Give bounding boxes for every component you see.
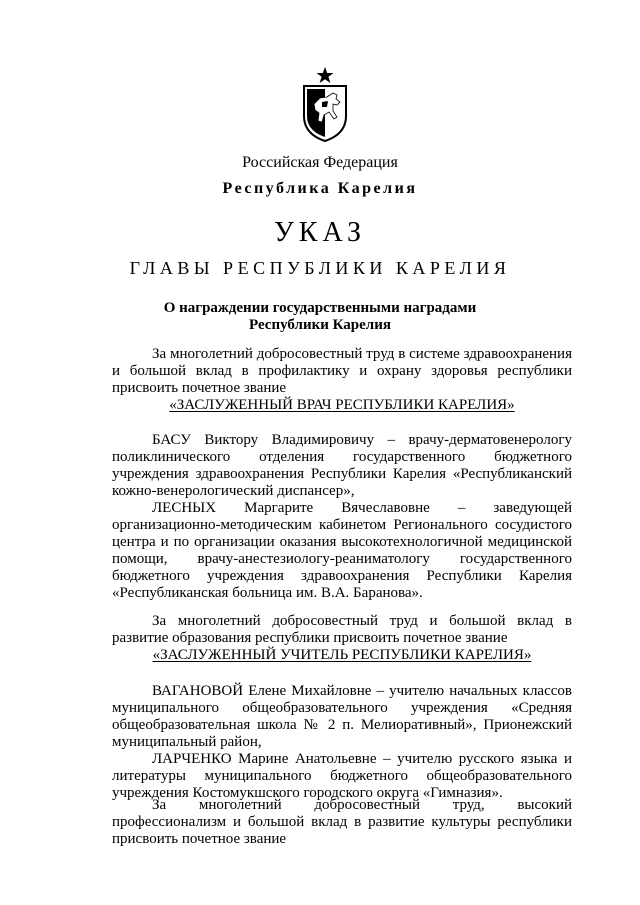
doctor-awardees <box>112 432 572 602</box>
document-type: УКАЗ <box>273 217 367 248</box>
subject-line-1: О награждении государственными наградами <box>163 300 477 316</box>
section-teacher <box>112 613 572 664</box>
karelia-coat-of-arms-icon <box>300 66 350 142</box>
section-intro: За многолетний добросовестный труд в системе здравоохранения и большой вклад в профилактику и охрану здоровья республики присвоить почетное звание <box>112 346 572 396</box>
issuer-title: ГЛАВЫ РЕСПУБЛИКИ КАРЕЛИЯ <box>129 258 511 278</box>
honorary-title-text: «ЗАСЛУЖЕННЫЙ ВРАЧ РЕСПУБЛИКИ КАРЕЛИЯ» <box>169 397 515 413</box>
honorary-title <box>112 397 572 414</box>
awardee-entry: ВАГАНОВОЙ Елене Михайловне – учителю начальных классов муниципального общеобразовательного учреждения «Средняя общеобразовательная школа № 2 п. Мелиоративный», Прионежский муниципальный район, <box>112 683 572 750</box>
republic-name: Республика Карелия <box>222 180 418 197</box>
honorary-title <box>112 647 572 664</box>
honorary-title-text: «ЗАСЛУЖЕННЫЙ УЧИТЕЛЬ РЕСПУБЛИКИ КАРЕЛИЯ» <box>152 647 532 663</box>
section-intro: За многолетний добросовестный труд и большой вклад в развитие образования республики присвоить почетное звание <box>112 613 572 646</box>
section-culture <box>112 797 572 848</box>
decree-subject <box>0 300 640 334</box>
country-name: Российская Федерация <box>242 154 398 171</box>
section-intro: За многолетний добросовестный труд, высокий профессионализм и большой вклад в развитие культуры республики присвоить почетное звание <box>112 797 572 847</box>
teacher-awardees <box>112 683 572 802</box>
awardee-entry: ЛЕСНЫХ Маргарите Вячеславовне – заведующей организационно-методическим кабинетом Регионального сосудистого центра и по организации оказания высокотехнологичной медицинской помощи, врачу-анестезиологу-реаниматологу государственного бюджетного учреждения здравоохранения Республики Карелия «Республиканская больница им. В.А. Баранова». <box>112 500 572 601</box>
awardee-entry: БАСУ Виктору Владимировичу – врачу-дерматовенерологу поликлинического отделения государственного бюджетного учреждения здравоохранения Республики Карелия «Республиканский кожно-венерологический диспансер», <box>112 432 572 499</box>
awardee-entry: ЛАРЧЕНКО Марине Анатольевне – учителю русского языка и литературы муниципального бюджетного общеобразовательного учреждения Костомукшского городского округа «Гимназия». <box>112 751 572 801</box>
section-doctor <box>112 346 572 414</box>
subject-line-2: Республики Карелия <box>249 317 391 333</box>
